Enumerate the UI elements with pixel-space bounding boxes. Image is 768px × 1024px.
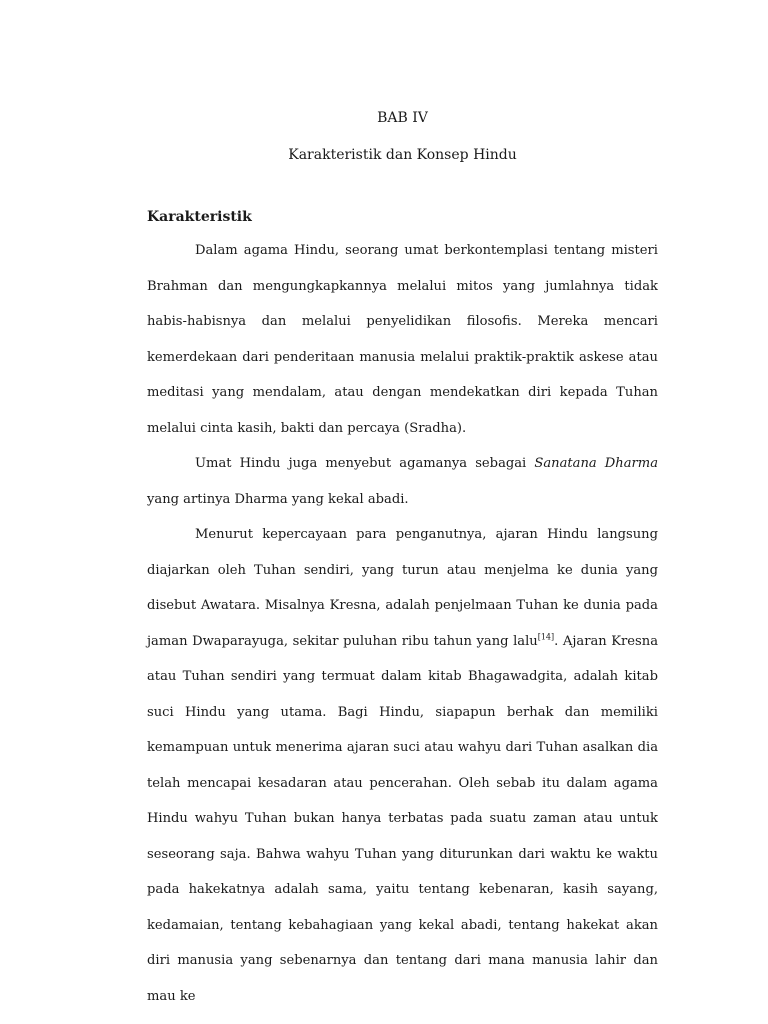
citation-reference[interactable]: [14] — [537, 632, 555, 642]
document-page — [147, 108, 658, 1014]
paragraph-3-text-start: Menurut kepercayaan para penganutnya, ajaran Hindu langsung diajarkan oleh Tuhan sendiri, yang turun atau menjelma ke dunia yang disebut Awatara. Misalnya Kresna, adalah penjelmaan Tuhan ke dunia pada jaman Dwaparayuga, sekitar puluhan ribu tahun yang lalu — [147, 527, 658, 649]
paragraph-3 — [147, 517, 658, 1014]
paragraph-2 — [147, 446, 658, 517]
chapter-title: Karakteristik dan Konsep Hindu — [288, 147, 517, 163]
section-heading: Karakteristik — [147, 209, 252, 225]
paragraph-2-emphasis: Sanatana Dharma — [534, 456, 658, 471]
chapter-label: BAB IV — [377, 110, 428, 126]
paragraph-1: Dalam agama Hindu, seorang umat berkontemplasi tentang misteri Brahman dan mengungkapkannya melalui mitos yang jumlahnya tidak habis-habisnya dan melalui penyelidikan filosofis. Mereka mencari kemerdekaan dari penderitaan manusia melalui praktik-praktik askese atau meditasi yang mendalam, atau dengan mendekatkan diri kepada Tuhan melalui cinta kasih, bakti dan percaya (Sradha). — [147, 243, 658, 436]
paragraph-3-text-end: . Ajaran Kresna atau Tuhan sendiri yang termuat dalam kitab Bhagawadgita, adalah kitab suci Hindu yang utama. Bagi Hindu, siapapun berhak dan memiliki kemampuan untuk menerima ajaran suci atau wahyu dari Tuhan asalkan dia telah mencapai kesadaran atau pencerahan. Oleh sebab itu dalam agama Hindu wahyu Tuhan bukan hanya terbatas pada suatu zaman atau untuk seseorang saja. Bahwa wahyu Tuhan yang diturunkan dari waktu ke waktu pada hakekatnya adalah sama, yaitu tentang kebenaran, kasih sayang, kedamaian, tentang kebahagiaan yang kekal abadi, tentang hakekat akan diri manusia yang sebenarnya dan tentang dari mana manusia lahir dan mau ke — [147, 633, 659, 1004]
paragraph-2-text-start: Umat Hindu juga menyebut agamanya sebagai — [195, 456, 535, 471]
paragraph-2-text-end: yang artinya Dharma yang kekal abadi. — [147, 491, 409, 507]
